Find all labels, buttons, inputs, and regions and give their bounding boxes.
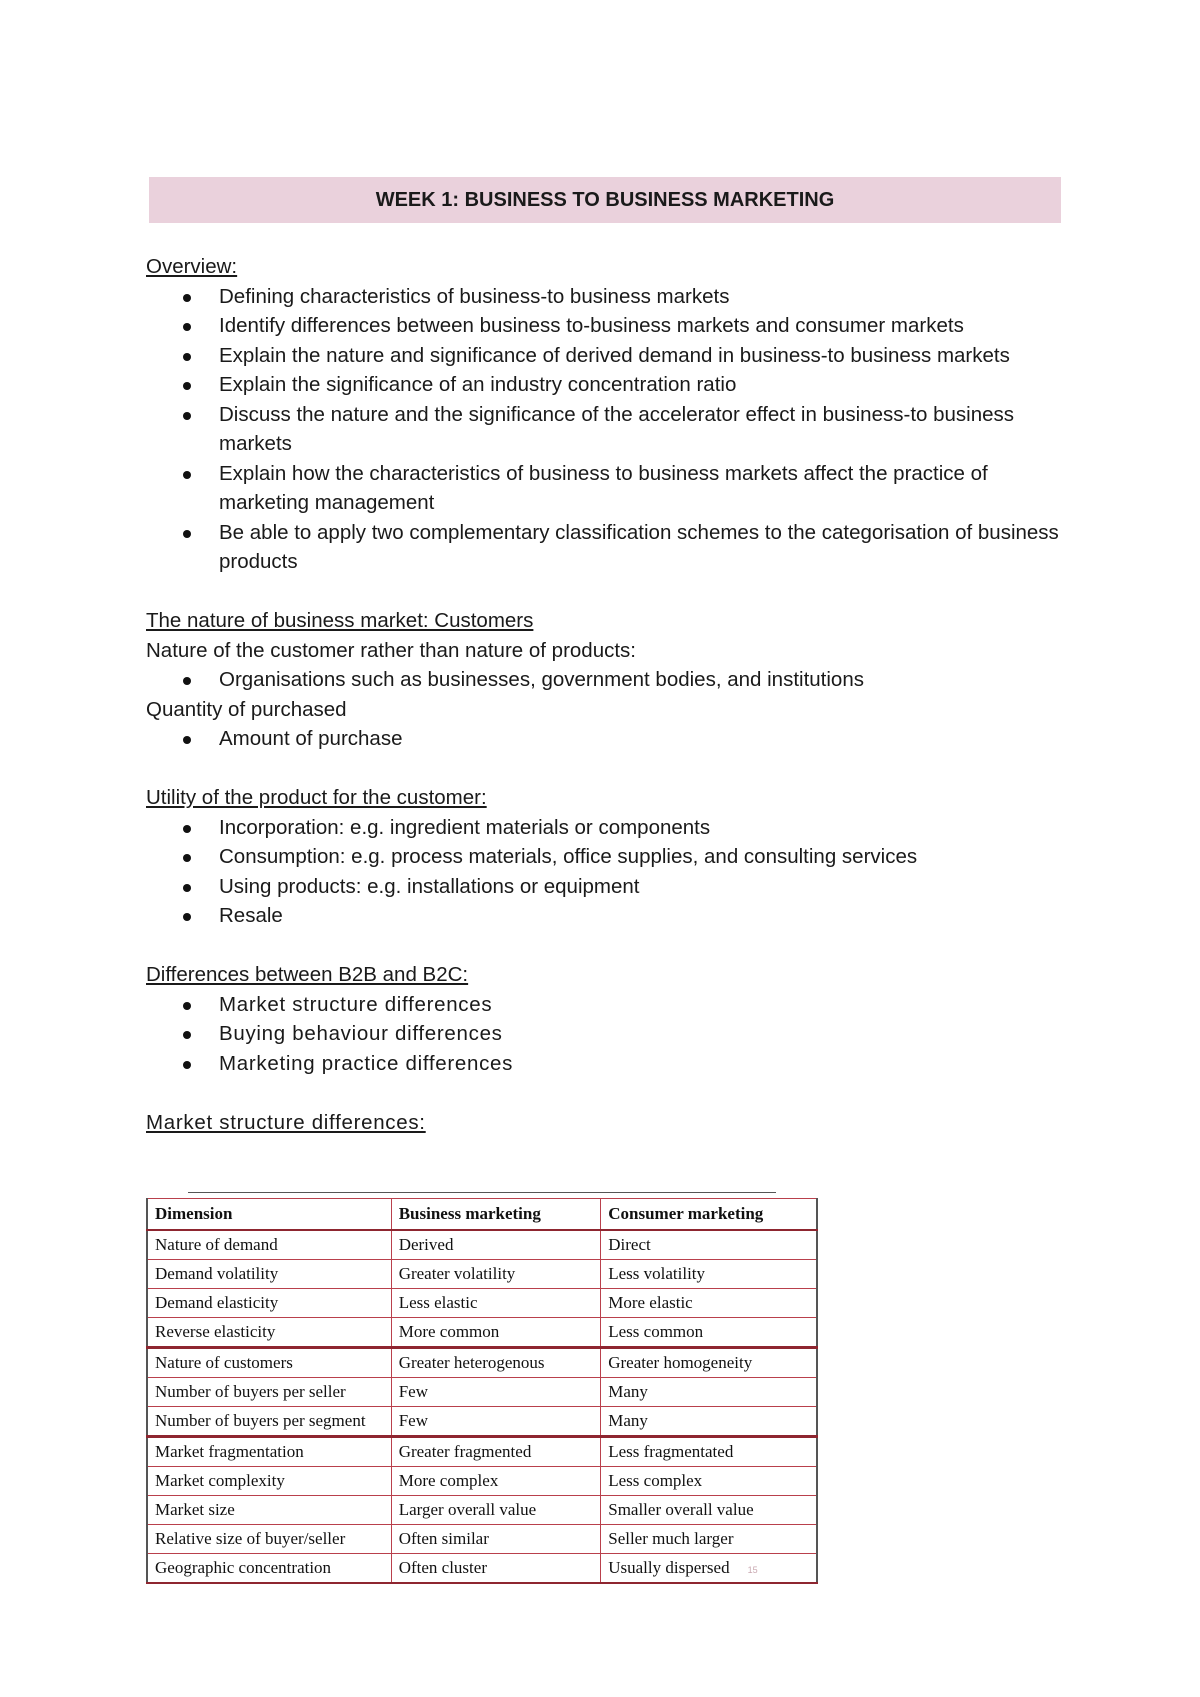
page-title: WEEK 1: BUSINESS TO BUSINESS MARKETING: [149, 177, 1061, 223]
table-row: [147, 1289, 817, 1318]
table-cell-text: Usually dispersed: [608, 1558, 730, 1577]
table-cell: Less complex: [601, 1467, 817, 1496]
list-item: Resale: [219, 901, 1066, 931]
list-item: Market structure differences: [219, 990, 1066, 1020]
table-header-cell: Consumer marketing: [601, 1199, 817, 1231]
table-cell: Greater heterogenous: [391, 1348, 601, 1378]
table-row: [147, 1467, 817, 1496]
table-cell: Market fragmentation: [147, 1437, 391, 1467]
table-cell: More complex: [391, 1467, 601, 1496]
table-cell: Greater volatility: [391, 1260, 601, 1289]
table-cell: Number of buyers per segment: [147, 1407, 391, 1437]
list-item: Amount of purchase: [219, 724, 1066, 754]
list-item: Incorporation: e.g. ingredient materials or components: [219, 813, 1066, 843]
table-row: [147, 1348, 817, 1378]
nature-line-quantity: Quantity of purchased: [146, 697, 347, 721]
list-item: Organisations such as businesses, government bodies, and institutions: [219, 665, 1066, 695]
table-cell: More common: [391, 1318, 601, 1348]
table-row: [147, 1318, 817, 1348]
list-item: Defining characteristics of business-to business markets: [219, 282, 1066, 312]
list-item: Explain how the characteristics of business to business markets affect the practice of marketing management: [219, 459, 1066, 518]
table-cell: More elastic: [601, 1289, 817, 1318]
nature-list-1: [146, 665, 1066, 695]
list-item: Identify differences between business to-business markets and consumer markets: [219, 311, 1066, 341]
list-item: Marketing practice differences: [219, 1049, 1066, 1079]
table-cell: Derived: [391, 1230, 601, 1260]
table-page-number: 15: [747, 1565, 758, 1575]
table-top-rule: [188, 1192, 776, 1193]
table-header-cell: Dimension: [147, 1199, 391, 1231]
nature-heading: The nature of business market: Customers: [146, 609, 534, 632]
table-cell: Direct: [601, 1230, 817, 1260]
table-cell: Relative size of buyer/seller: [147, 1525, 391, 1554]
utility-heading: Utility of the product for the customer:: [146, 786, 487, 809]
list-item: Discuss the nature and the significance of the accelerator effect in business-to business markets: [219, 400, 1066, 459]
list-item: Be able to apply two complementary classification schemes to the categorisation of business products: [219, 518, 1066, 577]
table-cell: [601, 1554, 817, 1584]
table-cell: Often cluster: [391, 1554, 601, 1584]
differences-heading: Differences between B2B and B2C:: [146, 963, 469, 986]
table-cell: Larger overall value: [391, 1496, 601, 1525]
table-row: [147, 1437, 817, 1467]
table-row: [147, 1260, 817, 1289]
list-item: Explain the significance of an industry concentration ratio: [219, 370, 1066, 400]
table-cell: Many: [601, 1407, 817, 1437]
table-header-cell: Business marketing: [391, 1199, 601, 1231]
list-item: Explain the nature and significance of derived demand in business-to business markets: [219, 341, 1066, 371]
table-header-row: [147, 1199, 817, 1231]
table-cell: Greater fragmented: [391, 1437, 601, 1467]
list-item: Buying behaviour differences: [219, 1019, 1066, 1049]
table-row: [147, 1407, 817, 1437]
differences-list: [146, 990, 1066, 1079]
table-row: [147, 1230, 817, 1260]
table-cell: Nature of customers: [147, 1348, 391, 1378]
table-cell: Market complexity: [147, 1467, 391, 1496]
table-cell: Less elastic: [391, 1289, 601, 1318]
table-cell: Few: [391, 1378, 601, 1407]
table-cell: Demand volatility: [147, 1260, 391, 1289]
list-item: Consumption: e.g. process materials, office supplies, and consulting services: [219, 842, 1066, 872]
nature-line-customer: Nature of the customer rather than nature of products:: [146, 638, 636, 662]
table-row: [147, 1525, 817, 1554]
table-cell: Demand elasticity: [147, 1289, 391, 1318]
table-cell: Less fragmentated: [601, 1437, 817, 1467]
market-structure-heading: Market structure differences:: [146, 1110, 426, 1134]
nature-list-2: [146, 724, 1066, 754]
table-cell: Market size: [147, 1496, 391, 1525]
overview-heading: Overview:: [146, 255, 238, 278]
table-cell: Geographic concentration: [147, 1554, 391, 1584]
market-structure-table: [146, 1198, 818, 1584]
utility-list: [146, 813, 1066, 931]
table-cell: Number of buyers per seller: [147, 1378, 391, 1407]
table-cell: Less volatility: [601, 1260, 817, 1289]
table-cell: Nature of demand: [147, 1230, 391, 1260]
table-row: [147, 1496, 817, 1525]
table-cell: Often similar: [391, 1525, 601, 1554]
document-body: [146, 252, 1066, 1137]
overview-list: [146, 282, 1066, 577]
table-row: [147, 1554, 817, 1584]
list-item: Using products: e.g. installations or equipment: [219, 872, 1066, 902]
table-cell: Less common: [601, 1318, 817, 1348]
table-cell: Many: [601, 1378, 817, 1407]
table-cell: Seller much larger: [601, 1525, 817, 1554]
table-cell: Few: [391, 1407, 601, 1437]
table-cell: Reverse elasticity: [147, 1318, 391, 1348]
table-cell: Greater homogeneity: [601, 1348, 817, 1378]
table-row: [147, 1378, 817, 1407]
table-cell: Smaller overall value: [601, 1496, 817, 1525]
